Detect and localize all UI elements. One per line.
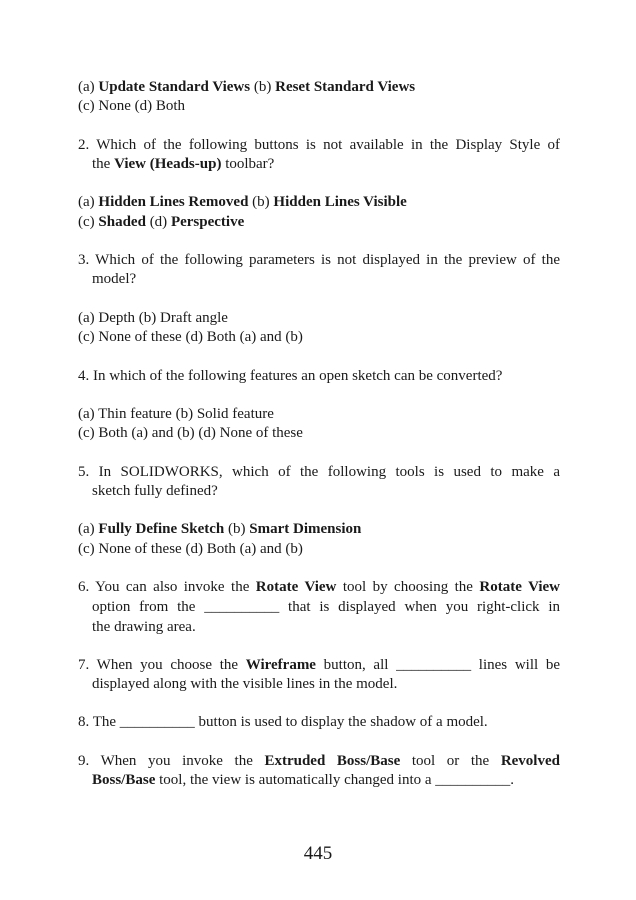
page-number: 445 (303, 843, 333, 864)
text: 9. When you invoke the (78, 753, 265, 769)
bold-term: Revolved (500, 753, 560, 769)
question-8-line-1: 8. The __________ button is used to display the shadow of a model. (78, 714, 488, 730)
question-7-line-2: displayed along with the visible lines in the model. (92, 676, 398, 692)
question-6-line-1 (78, 577, 560, 597)
option-label: (a) (78, 194, 99, 210)
bold-term: View (Heads-up) (114, 156, 222, 172)
option-b: Hidden Lines Visible (273, 194, 407, 210)
question-3-line-1: 3. Which of the following parameters is not displayed in the preview of the (78, 252, 560, 268)
question-9-line-1 (78, 751, 560, 771)
question-2-line-1: 2. Which of the following buttons is not available in the Display Style of (78, 137, 560, 153)
question-5-line-1: 5. In SOLIDWORKS, which of the following tools is used to make a (78, 464, 560, 480)
text: tool, the view is automatically changed into a __________. (155, 772, 515, 788)
option-a: Fully Define Sketch (98, 521, 225, 537)
question-2-line-2 (92, 154, 560, 174)
options-ab-prev (78, 77, 560, 97)
text: button, all __________ lines will be (315, 657, 560, 673)
text: toolbar? (221, 156, 275, 172)
option-label: (b) (248, 194, 274, 210)
question-9-line-2 (92, 770, 560, 790)
bold-term: Boss/Base (92, 772, 156, 788)
question-4-options-ab: (a) Thin feature (b) Solid feature (78, 406, 274, 422)
question-4-line-1: 4. In which of the following features an open sketch can be converted? (78, 368, 503, 384)
text: 7. When you choose the (78, 657, 246, 673)
option-label: (a) (78, 79, 99, 95)
option-b: Reset Standard Views (275, 79, 416, 95)
text: 6. You can also invoke the (78, 579, 256, 595)
option-label: (d) (145, 214, 171, 230)
option-label: (a) (78, 521, 99, 537)
question-7-line-1 (78, 655, 560, 675)
question-3-line-2: model? (92, 271, 137, 287)
question-5-options-cd: (c) None of these (d) Both (a) and (b) (78, 541, 303, 557)
bold-term: Rotate View (479, 579, 561, 595)
option-a: Update Standard Views (98, 79, 251, 95)
question-2-options-ab (78, 192, 560, 212)
question-3-options-cd: (c) None of these (d) Both (a) and (b) (78, 329, 303, 345)
question-3-options-ab: (a) Depth (b) Draft angle (78, 310, 228, 326)
bold-term: Rotate View (255, 579, 337, 595)
question-5-options-ab (78, 519, 560, 539)
option-c: Shaded (98, 214, 146, 230)
option-label: (c) (78, 214, 99, 230)
option-label: (b) (224, 521, 250, 537)
question-2-options-cd (78, 212, 560, 232)
question-6-line-2: option from the __________ that is displayed when you right-click in (92, 599, 560, 615)
bold-term: Extruded Boss/Base (264, 753, 401, 769)
text: tool by choosing the (336, 579, 480, 595)
option-d: Perspective (170, 214, 245, 230)
option-label: (b) (250, 79, 276, 95)
text: the (92, 156, 115, 172)
bold-term: Wireframe (245, 657, 316, 673)
question-6-line-3: the drawing area. (92, 619, 196, 635)
question-4-options-cd: (c) Both (a) and (b) (d) None of these (78, 425, 303, 441)
text: tool or the (400, 753, 501, 769)
options-cd-prev: (c) None (d) Both (78, 98, 186, 114)
option-a: Hidden Lines Removed (98, 194, 249, 210)
question-5-line-2: sketch fully defined? (92, 483, 218, 499)
option-b: Smart Dimension (249, 521, 362, 537)
